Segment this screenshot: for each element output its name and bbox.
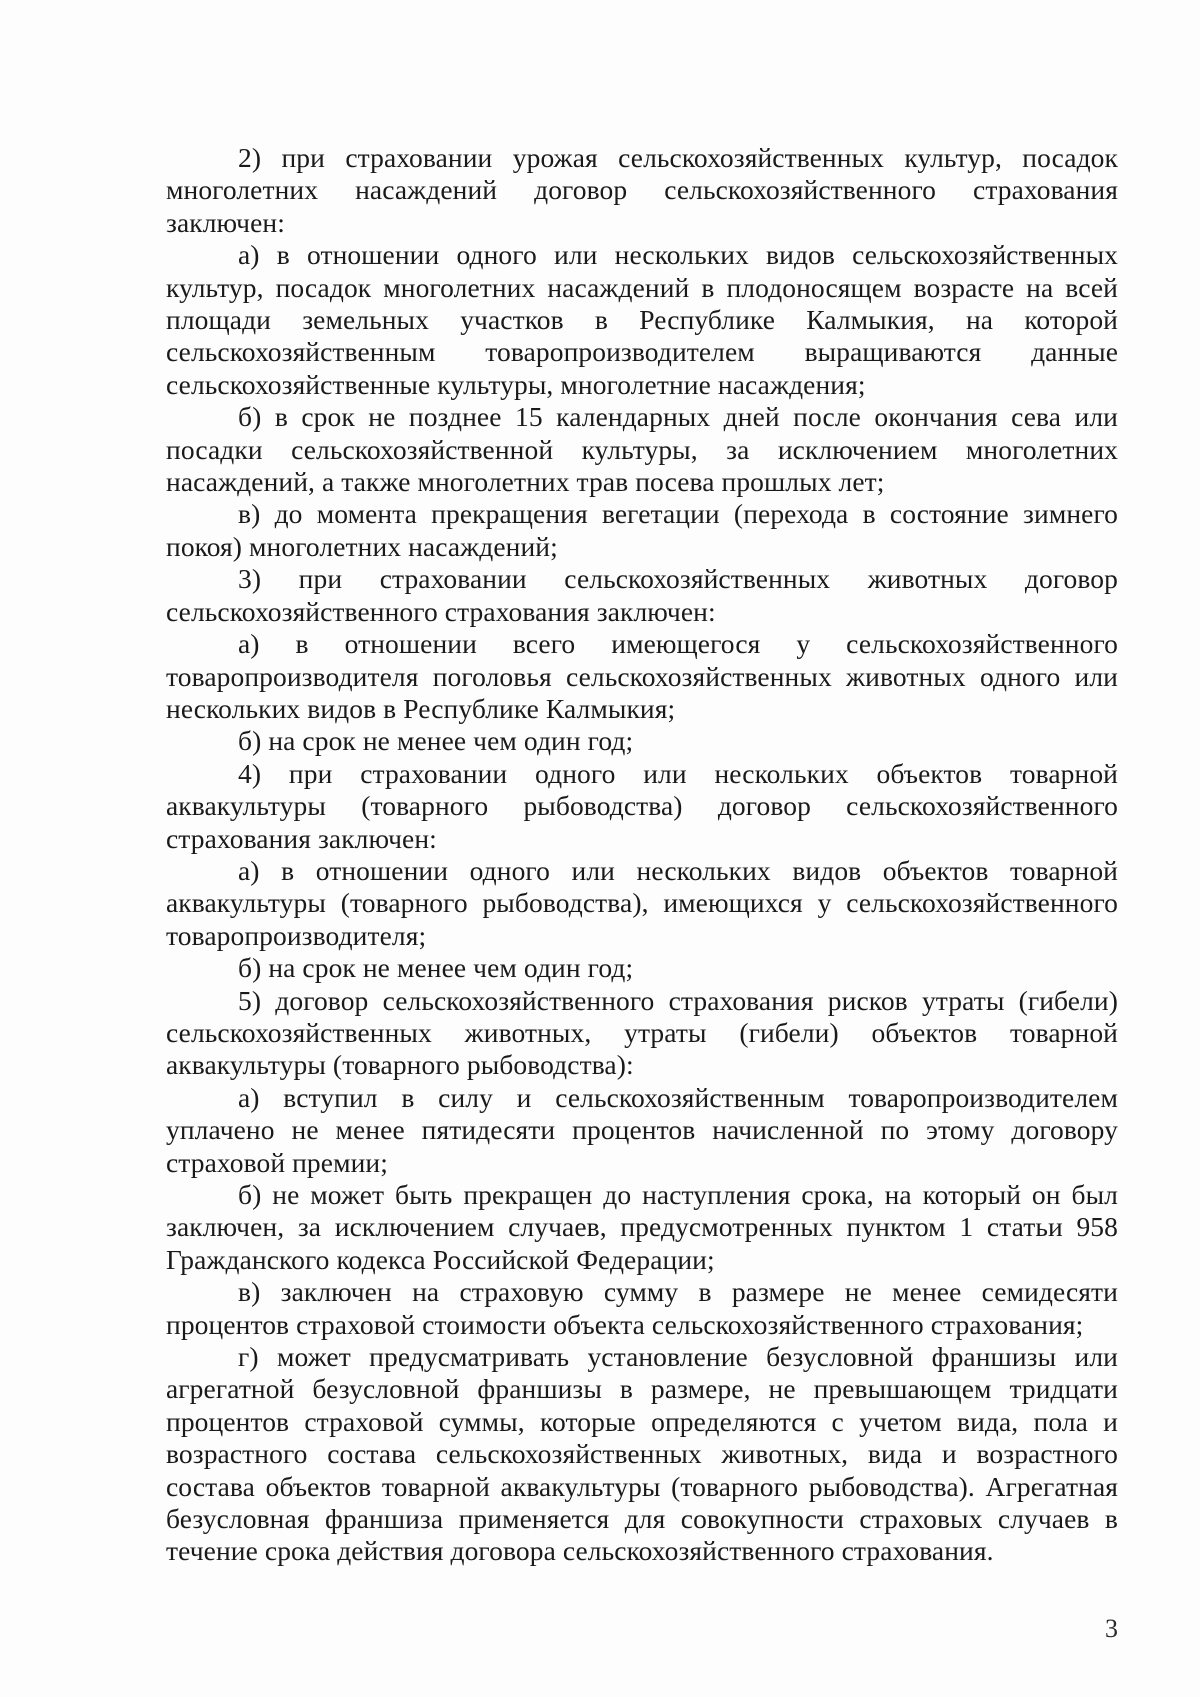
paragraph-3b: б) на срок не менее чем один год; — [238, 725, 634, 757]
paragraph-5v: в) заключен на страховую сумму в размере не менее семидесяти процентов страховой стоимости объекта сельскохозяйственного страхования; — [166, 1276, 1118, 1340]
paragraph-2a: а) в отношении одного или нескольких видов сельскохозяйственных культур, посадок многолетних насаждений в плодоносящем возрасте на всей площади земельных участков в Республике Калмыкия, на которой сельскохозяйственным товаропроизводителем выращиваются данные сельскохозяйственные культуры, многолетние насаждения; — [166, 239, 1118, 400]
paragraph-2: 2) при страховании урожая сельскохозяйственных культур, посадок многолетних насаждений договор сельскохозяйственного страхования заключен: — [166, 142, 1118, 238]
page-number: 3 — [1105, 1614, 1118, 1643]
paragraph-5g: г) может предусматривать установление безусловной франшизы или агрегатной безусловной франшизы в размере, не превышающем тридцати процентов страховой суммы, которые определяются с учетом вида, пола и возрастного состава сельскохозяйственных животных, вида и возрастного состава объектов товарной аквакультуры (товарного рыбоводства). Агрегатная безусловная франшиза применяется для совокупности страховых случаев в течение срока действия договора сельскохозяйственного страхования. — [166, 1341, 1118, 1567]
paragraph-3: 3) при страховании сельскохозяйственных животных договор сельскохозяйственного страхования заключен: — [166, 563, 1118, 627]
paragraph-5a: а) вступил в силу и сельскохозяйственным товаропроизводителем уплачено не менее пятидесяти процентов начисленной по этому договору страховой премии; — [166, 1081, 1118, 1178]
paragraph-2v: в) до момента прекращения вегетации (перехода в состояние зимнего покоя) многолетних насаждений; — [166, 498, 1118, 562]
document-body — [166, 142, 1118, 1568]
paragraph-5: 5) договор сельскохозяйственного страхования рисков утраты (гибели) сельскохозяйственных животных, утраты (гибели) объектов товарной аквакультуры (товарного рыбоводства): — [166, 984, 1118, 1081]
paragraph-3a: а) в отношении всего имеющегося у сельскохозяйственного товаропроизводителя поголовья сельскохозяйственных животных одного или нескольких видов в Республике Калмыкия; — [166, 628, 1118, 724]
paragraph-4b: б) на срок не менее чем один год; — [238, 952, 634, 984]
paragraph-4: 4) при страховании одного или нескольких объектов товарной аквакультуры (товарного рыбоводства) договор сельскохозяйственного страхования заключен: — [166, 757, 1118, 854]
paragraph-5b: б) не может быть прекращен до наступления срока, на который он был заключен, за исключением случаев, предусмотренных пунктом 1 статьи 958 Гражданского кодекса Российской Федерации; — [166, 1179, 1118, 1275]
paragraph-2b: б) в срок не позднее 15 календарных дней после окончания сева или посадки сельскохозяйственной культуры, за исключением многолетних насаждений, а также многолетних трав посева прошлых лет; — [166, 401, 1118, 498]
paragraph-4a: а) в отношении одного или нескольких видов объектов товарной аквакультуры (товарного рыбоводства), имеющихся у сельскохозяйственного товаропроизводителя; — [166, 854, 1118, 951]
